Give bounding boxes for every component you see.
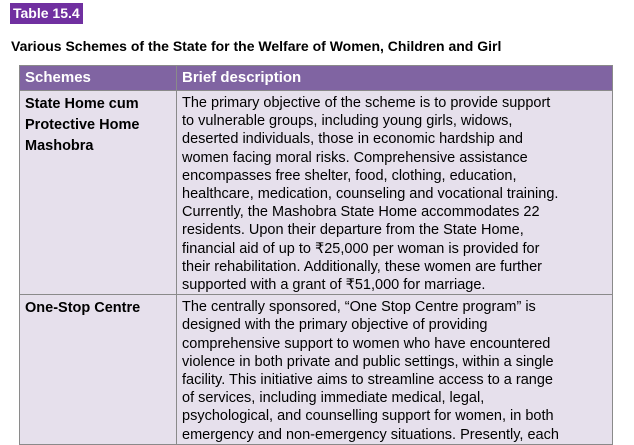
scheme-name (20, 295, 177, 445)
description-line: financial aid of up to ₹25,000 per woman is provided for (182, 240, 540, 257)
description-line: Currently, the Mashobra State Home accommodates 22 (182, 204, 540, 221)
description-line: to vulnerable groups, including young girls, widows, (182, 113, 513, 130)
description-line: encompasses free shelter, food, clothing, education, (182, 167, 517, 184)
description-line: psychological, and counselling support for women, in both (182, 408, 554, 425)
table-header-row (20, 66, 613, 91)
scheme-description (177, 295, 613, 445)
header-brief-description: Brief description (177, 66, 613, 91)
description-line: women facing moral risks. Comprehensive assistance (182, 149, 528, 166)
table-number-label: Table 15.4 (10, 3, 83, 24)
scheme-name-line: Mashobra (25, 138, 94, 154)
scheme-name (20, 91, 177, 295)
table-caption: Various Schemes of the State for the Welfare of Women, Children and Girl (11, 38, 502, 54)
header-schemes: Schemes (20, 66, 177, 91)
description-line: their rehabilitation. Additionally, these women are further (182, 258, 543, 275)
schemes-table (19, 65, 613, 445)
scheme-name-line: State Home cum (25, 96, 139, 112)
description-line: healthcare, medication, counseling and vocational training. (182, 186, 559, 203)
scheme-description (177, 91, 613, 295)
description-line: designed with the primary objective of providing (182, 317, 488, 334)
description-line: emergency and non-emergency situations. Presently, each (182, 426, 559, 443)
scheme-name-line: One-Stop Centre (25, 300, 141, 317)
description-line: The primary objective of the scheme is to provide support (182, 95, 551, 111)
table-row (20, 295, 613, 445)
description-line: residents. Upon their departure from the State Home, (182, 222, 524, 239)
description-line: supported with a grant of ₹51,000 for marriage. (182, 277, 486, 294)
description-line: The centrally sponsored, “One Stop Centre program” is (182, 299, 536, 316)
description-line: of services, including immediate medical, legal, (182, 390, 485, 407)
description-line: comprehensive support to women who have encountered (182, 335, 551, 352)
description-line: violence in both private and public settings, within a single (182, 353, 554, 370)
scheme-name-line: Protective Home (25, 117, 140, 133)
table-row (20, 91, 613, 295)
description-line: facility. This initiative aims to streamline access to a range (182, 372, 553, 389)
description-line: deserted individuals, those in economic hardship and (182, 131, 523, 148)
